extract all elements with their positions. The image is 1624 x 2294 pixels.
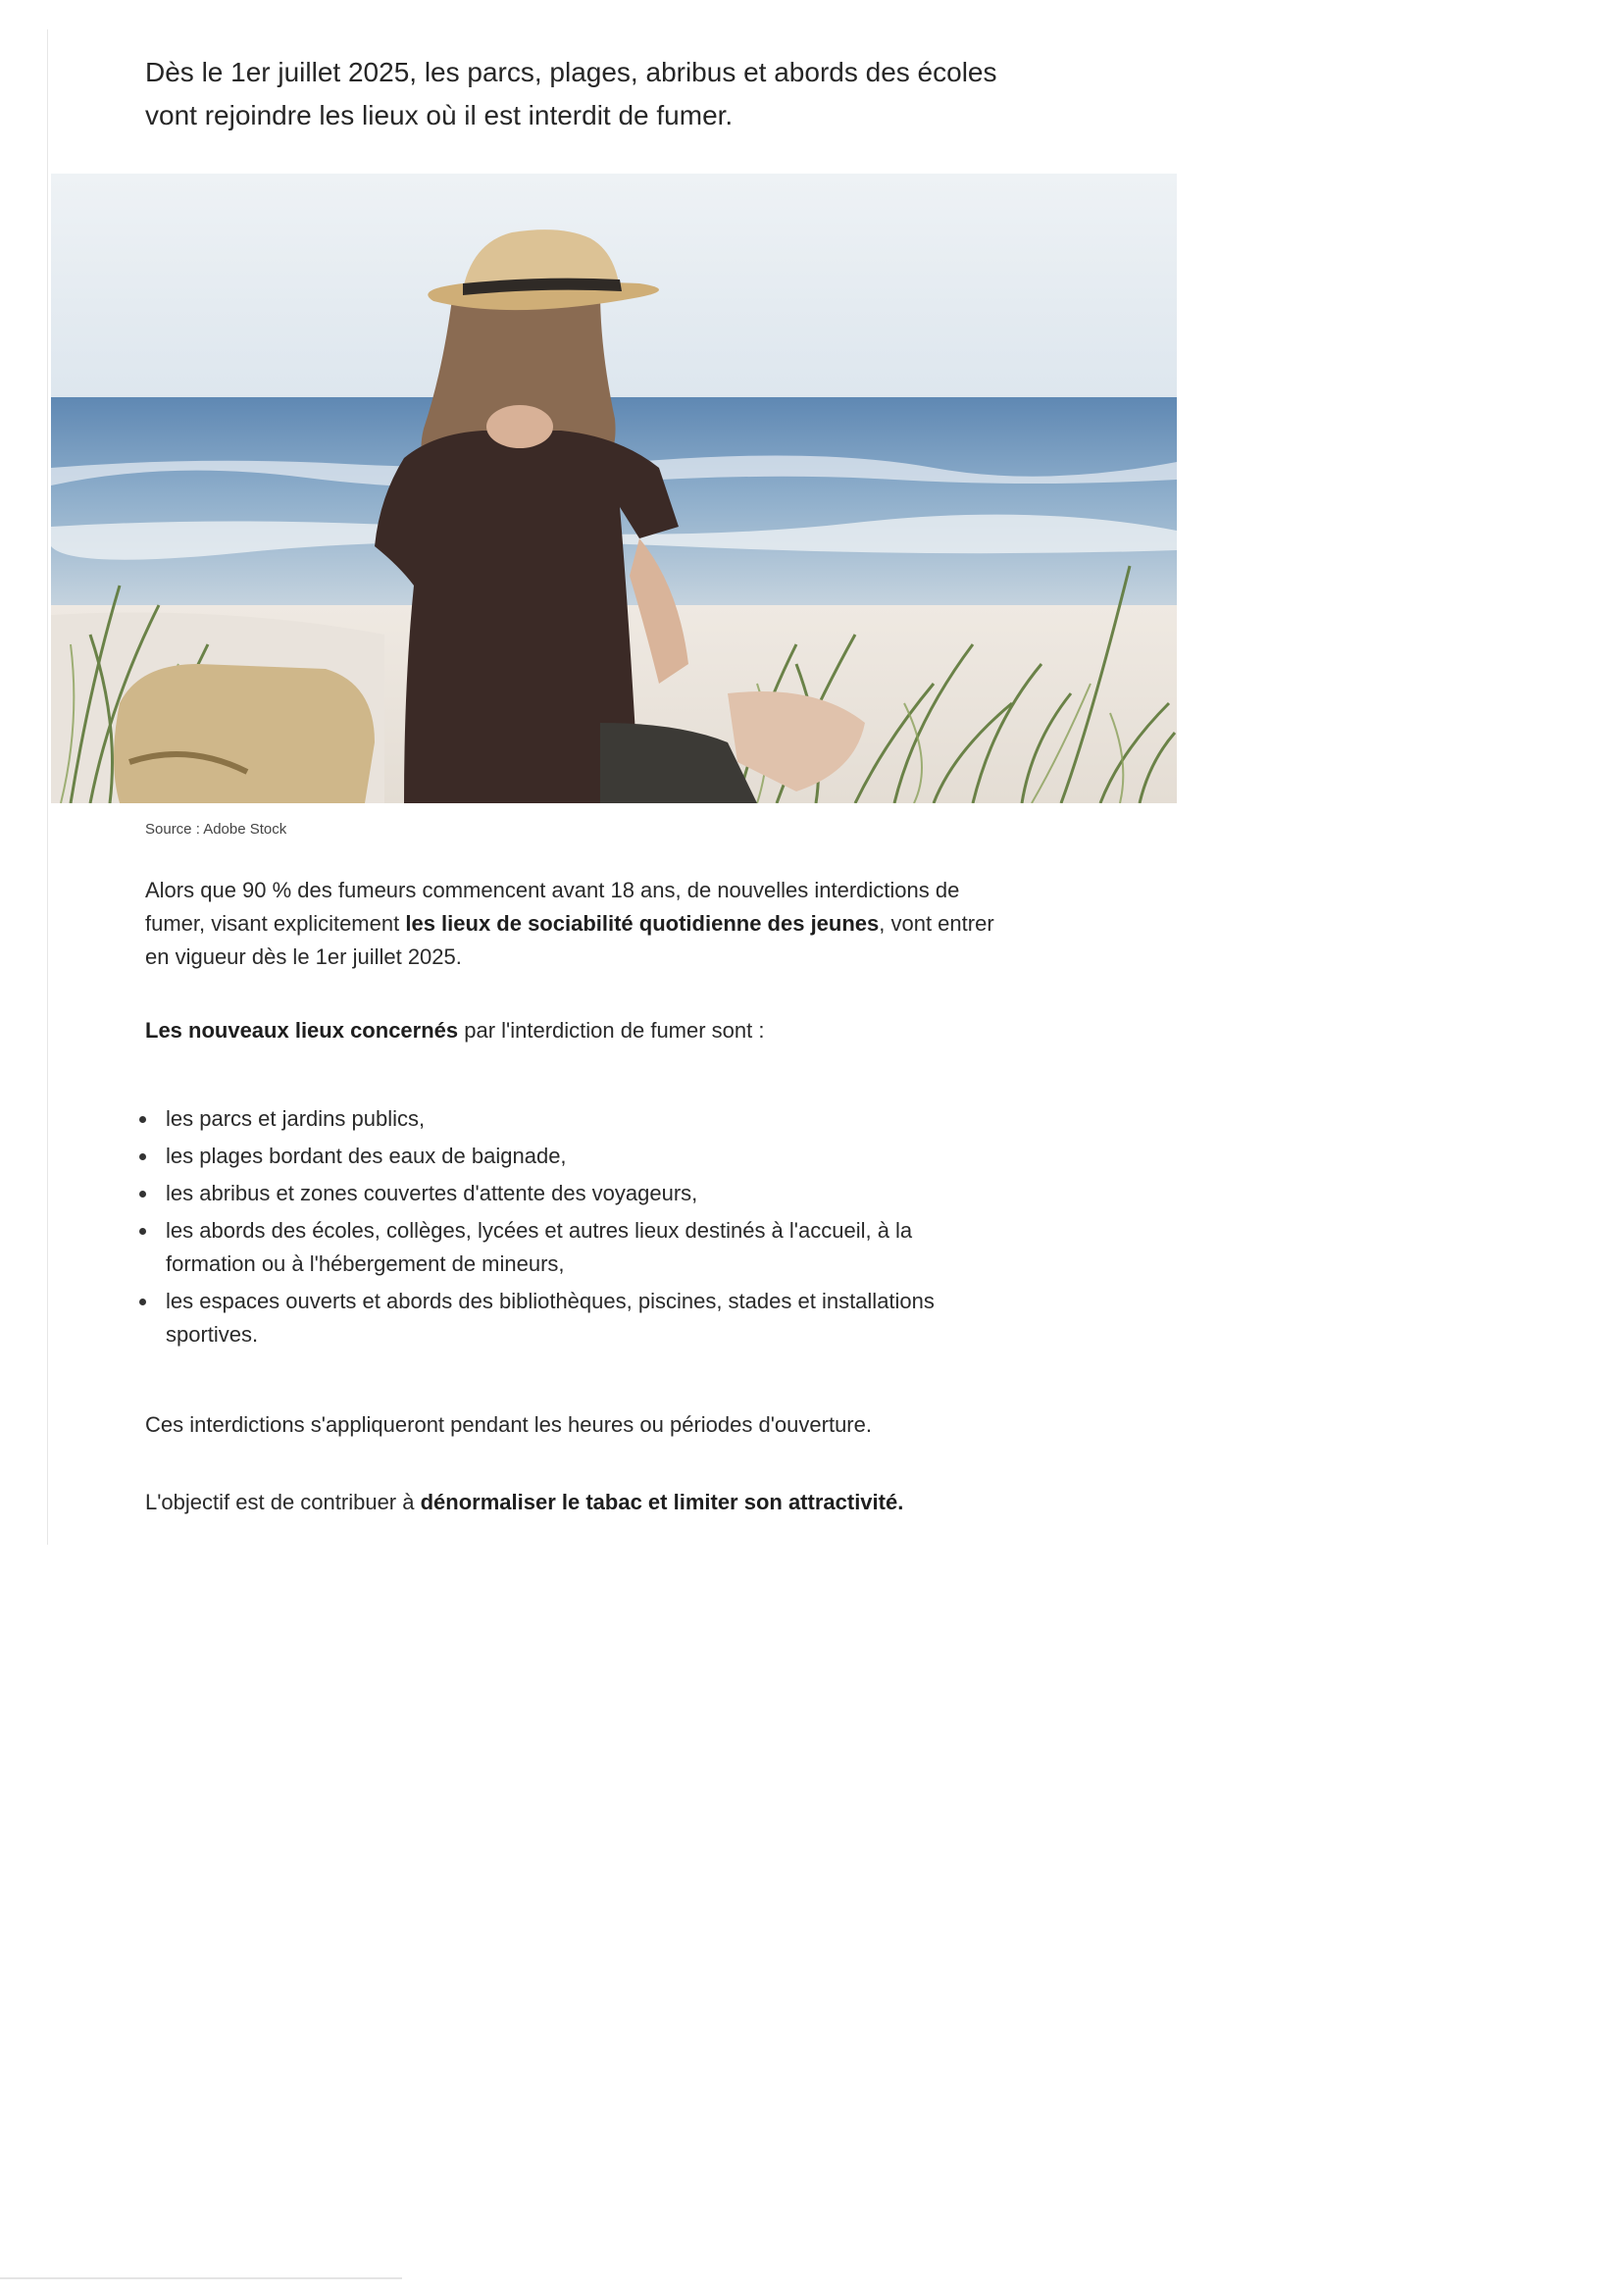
bullet-icon bbox=[139, 1153, 146, 1160]
intro-text-1: Alors que 90 % des fumeurs commencent avant 18 ans, de nouvelles interdictions de fumer, visant explicitement bbox=[145, 878, 960, 936]
list-item-text: les abords des écoles, collèges, lycées et autres lieux destinés à l'accueil, à la formation ou à l'hébergement de mineurs, bbox=[166, 1218, 913, 1276]
list-item bbox=[165, 1177, 989, 1210]
places-paragraph bbox=[145, 1014, 998, 1047]
places-bold: Les nouveaux lieux concernés bbox=[145, 1018, 459, 1043]
list-item-text: les abribus et zones couvertes d'attente des voyageurs, bbox=[166, 1181, 698, 1205]
backpack bbox=[114, 664, 375, 803]
photo-caption: Source : Adobe Stock bbox=[145, 821, 287, 838]
list-item bbox=[165, 1140, 989, 1173]
scan-edge-line-bottom bbox=[0, 2277, 402, 2279]
list-item-text: les parcs et jardins publics, bbox=[166, 1106, 426, 1131]
lead-paragraph: Dès le 1er juillet 2025, les parcs, plages, abribus et abords des écoles vont rejoindre les lieux où il est interdit de fumer. bbox=[145, 57, 997, 130]
list-item bbox=[165, 1285, 989, 1351]
hours-paragraph: Ces interdictions s'appliqueront pendant les heures ou périodes d'ouverture. bbox=[145, 1412, 872, 1437]
scan-edge-line bbox=[47, 29, 48, 1545]
places-text: par l'interdiction de fumer sont : bbox=[458, 1018, 765, 1043]
bullet-icon bbox=[139, 1299, 146, 1305]
beach-photo bbox=[51, 174, 1177, 803]
bullet-icon bbox=[139, 1116, 146, 1123]
bullet-icon bbox=[139, 1228, 146, 1235]
woman-neck bbox=[486, 405, 553, 448]
goal-bold: dénormaliser le tabac et limiter son attractivité. bbox=[420, 1490, 904, 1514]
intro-text-2: , vont entrer en vigueur dès le 1er juillet 2025. bbox=[145, 911, 994, 969]
places-list bbox=[165, 1102, 989, 1355]
goal-paragraph bbox=[145, 1486, 998, 1519]
list-item bbox=[165, 1102, 989, 1136]
list-item-text: les plages bordant des eaux de baignade, bbox=[166, 1144, 567, 1168]
list-item-text: les espaces ouverts et abords des bibliothèques, piscines, stades et installations sportives. bbox=[166, 1289, 935, 1347]
bullet-icon bbox=[139, 1191, 146, 1198]
intro-bold: les lieux de sociabilité quotidienne des jeunes bbox=[405, 911, 880, 936]
list-item bbox=[165, 1214, 989, 1281]
goal-text: L'objectif est de contribuer à bbox=[145, 1490, 421, 1514]
intro-paragraph bbox=[145, 874, 998, 974]
